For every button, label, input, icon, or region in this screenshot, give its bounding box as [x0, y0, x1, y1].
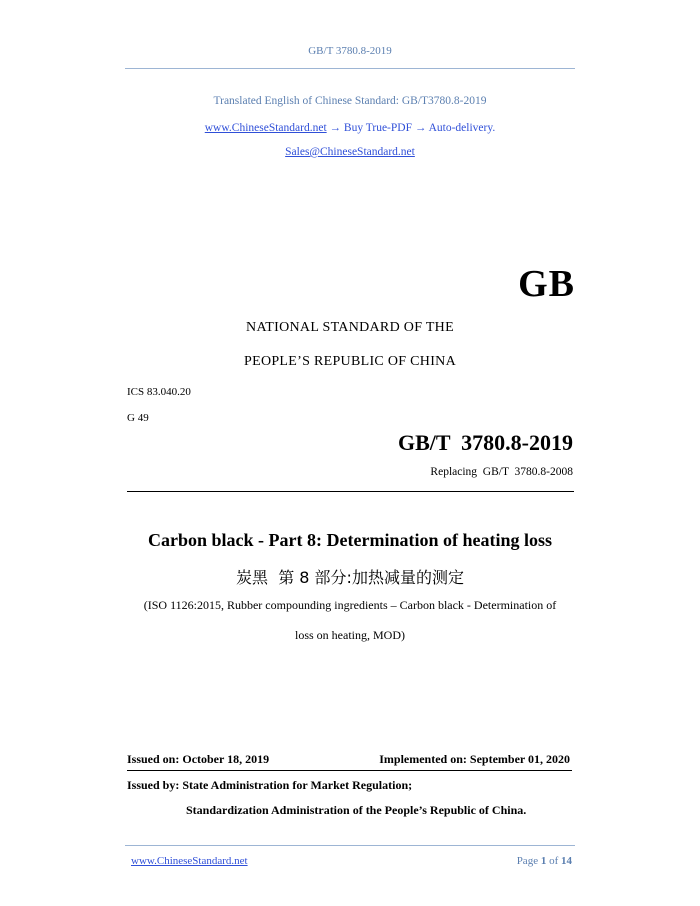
translation-note: Translated English of Chinese Standard: GB/T3780.8-2019: [213, 95, 487, 107]
sales-email-link[interactable]: Sales@ChineseStandard.net: [285, 146, 415, 158]
chinesestandard-link[interactable]: www.ChineseStandard.net: [204, 122, 327, 134]
footer-divider: [125, 845, 575, 846]
ics-code: ICS 83.040.20: [127, 386, 191, 398]
national-standard-line-2: PEOPLE’S REPUBLIC OF CHINA: [244, 354, 456, 369]
replacing-note: Replacing GB/T 3780.8-2008: [430, 466, 573, 478]
dates-divider: [127, 770, 572, 771]
page-current: 1: [540, 855, 547, 867]
buy-line: [0, 122, 700, 134]
issued-on-date: Issued on: October 18, 2019: [127, 752, 270, 766]
page-total: 14: [561, 855, 572, 867]
header-divider: [125, 68, 575, 69]
classification-code: G 49: [127, 412, 149, 424]
buy-text: → Buy True-PDF → Auto-delivery.: [326, 122, 496, 134]
issued-by-line-1: Issued by: State Administration for Market Regulation;: [127, 778, 413, 792]
page-label: Page: [516, 855, 539, 867]
iso-reference-line-2: loss on heating, MOD): [295, 628, 405, 642]
page-of: of: [549, 855, 559, 867]
footer-site-link[interactable]: www.ChineseStandard.net: [131, 855, 248, 867]
footer-site: [131, 855, 248, 867]
document-title-en: Carbon black - Part 8: Determination of heating loss: [148, 530, 552, 550]
gb-logo: GB: [518, 263, 575, 305]
implemented-on-date: Implemented on: September 01, 2020: [379, 752, 570, 766]
standard-number: GB/T 3780.8-2019: [397, 430, 573, 455]
document-title-cn: 炭黑 第 8 部分:加热减量的测定: [236, 568, 464, 587]
issued-by-line-2: Standardization Administration of the People’s Republic of China.: [186, 803, 527, 817]
iso-reference-line-1: (ISO 1126:2015, Rubber compounding ingredients – Carbon black - Determination of: [143, 598, 557, 612]
standard-divider: [127, 491, 574, 492]
sales-line: [0, 146, 700, 158]
page-indicator: [517, 855, 572, 867]
header-title: GB/T 3780.8-2019: [308, 45, 392, 57]
national-standard-line-1: NATIONAL STANDARD OF THE: [246, 320, 454, 335]
